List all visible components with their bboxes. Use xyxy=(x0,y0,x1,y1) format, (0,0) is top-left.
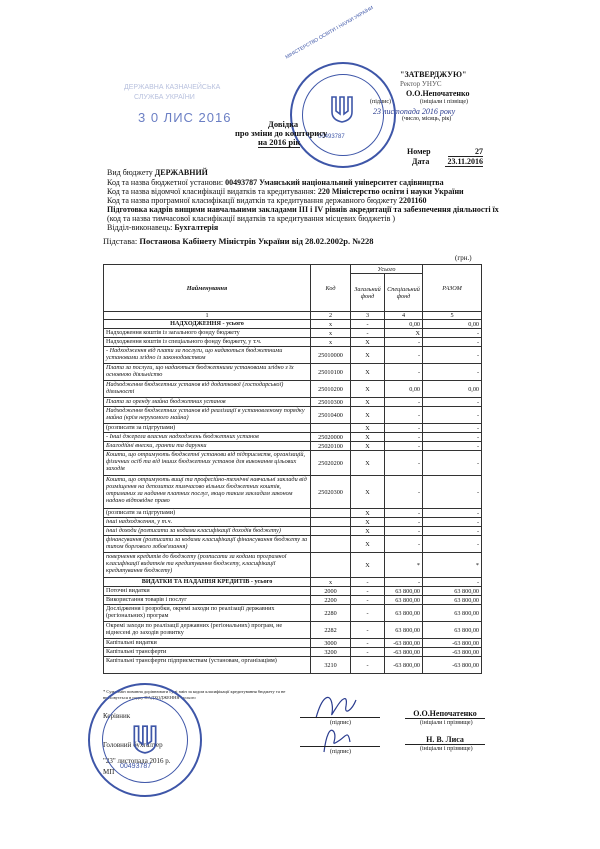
cell-spec: - xyxy=(385,451,423,476)
approval-sign-caption: (підпис) xyxy=(370,99,392,105)
head-label: Керівник xyxy=(103,712,131,720)
cell-spec: - xyxy=(385,424,423,433)
cell-code: 3200 xyxy=(311,648,351,657)
cell-gen: - xyxy=(351,605,385,622)
approval-date-caption: (число, місяць, рік) xyxy=(402,116,452,122)
sign-date: "23" листопада 2016 р. xyxy=(103,757,171,765)
dept-value: 220 Міністерство освіти і науки України xyxy=(317,187,464,196)
cell-spec: -63 800,00 xyxy=(385,657,423,674)
ministry-stamp-top-ring: МІНІСТЕРСТВО ОСВІТИ І НАУКИ УКРАЇНИ xyxy=(284,5,375,61)
cell-code: х xyxy=(311,338,351,347)
cell-name: Кошти, що отримують вищі та професійно-технічні навчальні заклади від розміщення на депозитах тимчасово вільних бюджетних коштів, отриманих за надання платних послуг, якщо таким закладам законом надано відповідне право xyxy=(104,476,311,509)
cell-spec: - xyxy=(385,347,423,364)
table-row xyxy=(104,518,482,527)
cell-name: повернення кредитів до бюджету (розписати за кодами програмної класифікації видатків та кредитування бюджету, класифікації кредитування бюджету) xyxy=(104,553,311,578)
cell-sum: - xyxy=(423,407,482,424)
program-label: Код та назва програмної класифікації видатків та кредитування державного бюджету xyxy=(107,196,397,205)
table-row xyxy=(104,381,482,398)
table-row xyxy=(104,596,482,605)
cell-sum: - xyxy=(423,451,482,476)
header-special: Спеціальний фонд xyxy=(385,274,423,312)
cell-name: Надходження бюджетних установ від додаткової (господарської) діяльності xyxy=(104,381,311,398)
number-label: Номер xyxy=(407,147,431,156)
cell-code: 25020000 xyxy=(311,433,351,442)
cell-spec: - xyxy=(385,364,423,381)
table-row xyxy=(104,476,482,509)
cell-sum: - xyxy=(423,433,482,442)
table-row xyxy=(104,364,482,381)
cell-spec: - xyxy=(385,578,423,587)
table-row xyxy=(104,320,482,329)
cell-code xyxy=(311,424,351,433)
cell-code xyxy=(311,518,351,527)
approval-signer: О.О.Непочатенко xyxy=(406,89,470,98)
num-3: 3 xyxy=(351,312,385,320)
accountant-label: Головний бухгалтер xyxy=(103,741,163,749)
cell-gen: - xyxy=(351,648,385,657)
numbering-row xyxy=(104,312,482,320)
cell-gen: Х xyxy=(351,364,385,381)
cell-sum: 63 800,00 xyxy=(423,596,482,605)
cell-code: 25010200 xyxy=(311,381,351,398)
number-value: 27 xyxy=(448,147,483,157)
cell-gen: - xyxy=(351,329,385,338)
table-row xyxy=(104,527,482,536)
program-name: Підготовка кадрів вищими навчальними закладами ІІІ і IV рівнів акредитації та забезпечення діяльності їх xyxy=(107,205,499,214)
cell-sum: - xyxy=(423,329,482,338)
cell-code xyxy=(311,536,351,553)
ministry-stamp-top xyxy=(284,5,396,168)
doc-year: на 2016 рік xyxy=(258,137,301,147)
received-stamp-line1: ДЕРЖАВНА КАЗНАЧЕЙСЬКА xyxy=(124,84,221,91)
received-stamp-line2: СЛУЖБА УКРАЇНИ xyxy=(134,94,195,101)
budget-type-value: ДЕРЖАВНИЙ xyxy=(154,168,208,177)
cell-spec: - xyxy=(385,476,423,509)
table-row xyxy=(104,622,482,639)
doc-title: Довідка xyxy=(268,119,299,129)
executor-row xyxy=(107,223,218,232)
accountant-initials-caption: (ініціали і прізвище) xyxy=(420,746,473,752)
table-row xyxy=(104,329,482,338)
table-row xyxy=(104,605,482,622)
cell-gen: Х xyxy=(351,553,385,578)
received-stamp xyxy=(116,80,266,132)
header-name: Найменування xyxy=(104,265,311,312)
cell-spec: 0,00 xyxy=(385,320,423,329)
cell-spec: - xyxy=(385,433,423,442)
cell-code: 25020300 xyxy=(311,476,351,509)
cell-code: 25010000 xyxy=(311,347,351,364)
table-row xyxy=(104,509,482,518)
trident-emblem-bottom-icon xyxy=(132,723,158,755)
basis-value: Постанова Кабінету Міністрів України від 28.02.2002р. №228 xyxy=(139,236,374,246)
head-signature-icon xyxy=(312,690,360,724)
basis-row xyxy=(103,236,374,246)
table-row xyxy=(104,451,482,476)
cell-name: Плата за послуги, що надаються бюджетними установами згідно з їх основною діяльністю xyxy=(104,364,311,381)
cell-sum: 0,00 xyxy=(423,320,482,329)
cell-sum: - xyxy=(423,398,482,407)
cell-sum: -63 800,00 xyxy=(423,639,482,648)
cell-spec: -63 800,00 xyxy=(385,648,423,657)
table-header-row xyxy=(104,265,482,274)
table-row xyxy=(104,587,482,596)
cell-sum: 0,00 xyxy=(423,381,482,398)
date-value: 23.11.2016 xyxy=(445,157,483,167)
cell-gen: Х xyxy=(351,518,385,527)
cell-spec: - xyxy=(385,536,423,553)
currency-label: (грн.) xyxy=(455,254,472,262)
cell-spec: 63 800,00 xyxy=(385,587,423,596)
cell-name: інші доходи (розписати за кодами класифікації доходів бюджету) xyxy=(104,527,311,536)
cell-spec: 0,00 xyxy=(385,381,423,398)
cell-name: - Надходження від плати за послуги, що надаються бюджетними установами згідно із законодавством xyxy=(104,347,311,364)
cell-name: Поточні видатки xyxy=(104,587,311,596)
cell-gen: Х xyxy=(351,347,385,364)
cell-gen: Х xyxy=(351,451,385,476)
cell-sum: -63 800,00 xyxy=(423,657,482,674)
cell-name: Надходження коштів із загального фонду бюджету xyxy=(104,329,311,338)
header-general: Загальний фонд xyxy=(351,274,385,312)
cell-code: х xyxy=(311,329,351,338)
cell-name: Окремі заходи по реалізації державних (регіональних) програм, не віднесені до заходів розвитку xyxy=(104,622,311,639)
table-row xyxy=(104,407,482,424)
cell-name: Плата за оренду майна бюджетних установ xyxy=(104,398,311,407)
ministry-stamp-bottom-code: 00493787 xyxy=(120,763,152,770)
cell-code: 25020200 xyxy=(311,451,351,476)
head-sign-caption: (підпис) xyxy=(330,720,352,726)
num-2: 2 xyxy=(311,312,351,320)
cell-name: Капітальні видатки xyxy=(104,639,311,648)
cell-sum: * xyxy=(423,553,482,578)
table-row xyxy=(104,657,482,674)
cell-code: х xyxy=(311,320,351,329)
cell-gen: - xyxy=(351,622,385,639)
table-row xyxy=(104,398,482,407)
institution-value: 00493787 Уманський національний університет садівництва xyxy=(225,178,444,187)
cell-spec: * xyxy=(385,553,423,578)
table-row xyxy=(104,424,482,433)
accountant-sign-line xyxy=(300,746,380,747)
cell-gen: Х xyxy=(351,381,385,398)
budget-type-row xyxy=(107,168,208,177)
program-code: 2201160 xyxy=(398,196,427,205)
table-row xyxy=(104,553,482,578)
cell-gen: Х xyxy=(351,424,385,433)
cell-sum: -63 800,00 xyxy=(423,648,482,657)
cell-code: 25010100 xyxy=(311,364,351,381)
local-budget-label: (код та назва тимчасової класифікації видатків та кредитування місцевих бюджетів ) xyxy=(107,214,396,223)
cell-name: фінансування (розписати за кодами класифікації фінансування бюджету за типом боргового зобов'язання) xyxy=(104,536,311,553)
cell-code: 3000 xyxy=(311,639,351,648)
cell-spec: - xyxy=(385,338,423,347)
cell-gen: - xyxy=(351,587,385,596)
cell-name: Капітальні трансферти xyxy=(104,648,311,657)
table-row xyxy=(104,347,482,364)
cell-spec: - xyxy=(385,442,423,451)
budget-type-label: Вид бюджету xyxy=(107,168,153,177)
cell-name: ВИДАТКИ ТА НАДАННЯ КРЕДИТІВ - усього xyxy=(104,578,311,587)
accountant-name: Н. В. Лиса xyxy=(405,735,485,745)
table-row xyxy=(104,536,482,553)
cell-name: Благодійні внески, гранти та дарунки xyxy=(104,442,311,451)
cell-gen: - xyxy=(351,639,385,648)
cell-code: х xyxy=(311,578,351,587)
num-5: 5 xyxy=(423,312,482,320)
cell-code: 2280 xyxy=(311,605,351,622)
cell-code xyxy=(311,509,351,518)
cell-name: Надходження коштів із спеціального фонду бюджету, у т.ч. xyxy=(104,338,311,347)
cell-name: Кошти, що отримують бюджетні установи від підприємств, організацій, фізичних осіб та від інших бюджетних установ для виконання цільових заходів xyxy=(104,451,311,476)
cell-gen: - xyxy=(351,657,385,674)
cell-gen: Х xyxy=(351,442,385,451)
approval-initials-caption: (ініціали і пізвіще) xyxy=(420,99,469,105)
cell-code: 25010400 xyxy=(311,407,351,424)
cell-sum: - xyxy=(423,424,482,433)
basis-label: Підстава: xyxy=(103,236,138,246)
cell-gen: Х xyxy=(351,476,385,509)
cell-spec: 63 800,00 xyxy=(385,622,423,639)
date-label: Дата xyxy=(412,157,430,166)
cell-gen: Х xyxy=(351,407,385,424)
ministry-stamp-bottom xyxy=(88,683,202,797)
institution-label: Код та назва бюджетної установи: xyxy=(107,178,224,187)
ministry-stamp-top-code: 00493787 xyxy=(318,134,345,140)
table-row xyxy=(104,578,482,587)
mp-label: МП xyxy=(103,768,115,776)
cell-name: (розписати за підгрупами) xyxy=(104,424,311,433)
cell-spec: 63 800,00 xyxy=(385,605,423,622)
cell-code: 3210 xyxy=(311,657,351,674)
cell-code: 25010300 xyxy=(311,398,351,407)
table-row xyxy=(104,639,482,648)
cell-sum: 63 800,00 xyxy=(423,605,482,622)
approval-title: "ЗАТВЕРДЖУЮ" xyxy=(400,70,467,79)
cell-sum: - xyxy=(423,442,482,451)
accountant-sign-caption: (підпис) xyxy=(330,749,352,755)
cell-name: Капітальні трансферти підприємствам (установам, організаціям) xyxy=(104,657,311,674)
header-code: Код xyxy=(311,265,351,312)
cell-sum: - xyxy=(423,518,482,527)
cell-code: 2000 xyxy=(311,587,351,596)
table-row xyxy=(104,433,482,442)
cell-sum: - xyxy=(423,536,482,553)
executor-value: Бухгалтерія xyxy=(174,223,219,232)
cell-spec: - xyxy=(385,407,423,424)
cell-name: Надходження бюджетних установ від реалізації в установленому порядку майна (крім нерухомого майна) xyxy=(104,407,311,424)
cell-name: Використання товарів і послуг xyxy=(104,596,311,605)
cell-gen: - xyxy=(351,578,385,587)
cell-spec: Х xyxy=(385,329,423,338)
head-sign-line xyxy=(300,717,380,718)
cell-gen: - xyxy=(351,320,385,329)
program-row xyxy=(107,196,427,205)
cell-code: 2282 xyxy=(311,622,351,639)
cell-gen: Х xyxy=(351,398,385,407)
cell-spec: - xyxy=(385,509,423,518)
approval-rector: Ректор УНУС xyxy=(400,80,442,88)
dept-label: Код та назва відомчої класифікації видатків та кредитування: xyxy=(107,187,316,196)
cell-sum: - xyxy=(423,364,482,381)
cell-name: НАДХОДЖЕННЯ - усього xyxy=(104,320,311,329)
cell-gen: Х xyxy=(351,536,385,553)
footnote: * Сума змін повинна дорівнювати сумі змін за кодом класифікації кредитування бюджету та не враховується в рядку НАДХОДЖЕННЯ - усього xyxy=(103,689,286,700)
cell-sum: - xyxy=(423,347,482,364)
cell-spec: - xyxy=(385,398,423,407)
cell-gen: Х xyxy=(351,509,385,518)
cell-sum: - xyxy=(423,578,482,587)
cell-sum: - xyxy=(423,509,482,518)
cell-code: 25020100 xyxy=(311,442,351,451)
head-initials-caption: (ініціали і прізвище) xyxy=(420,720,473,726)
header-sum: РАЗОМ xyxy=(423,265,482,312)
cell-gen: Х xyxy=(351,527,385,536)
institution-row xyxy=(107,178,444,187)
cell-name: - Інші джерела власних надходжень бюджетних установ xyxy=(104,433,311,442)
header-total: Усього xyxy=(351,265,423,274)
trident-emblem-icon xyxy=(330,94,354,124)
cell-code xyxy=(311,553,351,578)
cell-sum: - xyxy=(423,527,482,536)
num-1: 1 xyxy=(104,312,311,320)
cell-sum: 63 800,00 xyxy=(423,622,482,639)
cell-code xyxy=(311,527,351,536)
dept-row xyxy=(107,187,464,196)
cell-name: (розписати за підгрупами) xyxy=(104,509,311,518)
cell-spec: 63 800,00 xyxy=(385,596,423,605)
cell-sum: 63 800,00 xyxy=(423,587,482,596)
cell-spec: -63 800,00 xyxy=(385,639,423,648)
cell-name: інші надходження, у т.ч. xyxy=(104,518,311,527)
executor-label: Відділ-виконавець: xyxy=(107,223,173,232)
cell-spec: - xyxy=(385,527,423,536)
table-row xyxy=(104,648,482,657)
table-row xyxy=(104,442,482,451)
budget-table xyxy=(103,264,482,674)
table-row xyxy=(104,338,482,347)
cell-code: 2200 xyxy=(311,596,351,605)
cell-name: Дослідження і розробки, окремі заходи по реалізації державних (регіональних) програм xyxy=(104,605,311,622)
num-4: 4 xyxy=(385,312,423,320)
cell-gen: Х xyxy=(351,433,385,442)
doc-subtitle: про зміни до кошторису xyxy=(235,128,328,138)
cell-sum: - xyxy=(423,338,482,347)
received-stamp-date: 3 0 ЛИС 2016 xyxy=(138,110,232,125)
cell-sum: - xyxy=(423,476,482,509)
cell-gen: - xyxy=(351,596,385,605)
approval-date: 23 листопада 2016 року xyxy=(373,107,456,116)
cell-gen: Х xyxy=(351,338,385,347)
cell-spec: - xyxy=(385,518,423,527)
head-name: О.О.Непочатенко xyxy=(405,709,485,719)
